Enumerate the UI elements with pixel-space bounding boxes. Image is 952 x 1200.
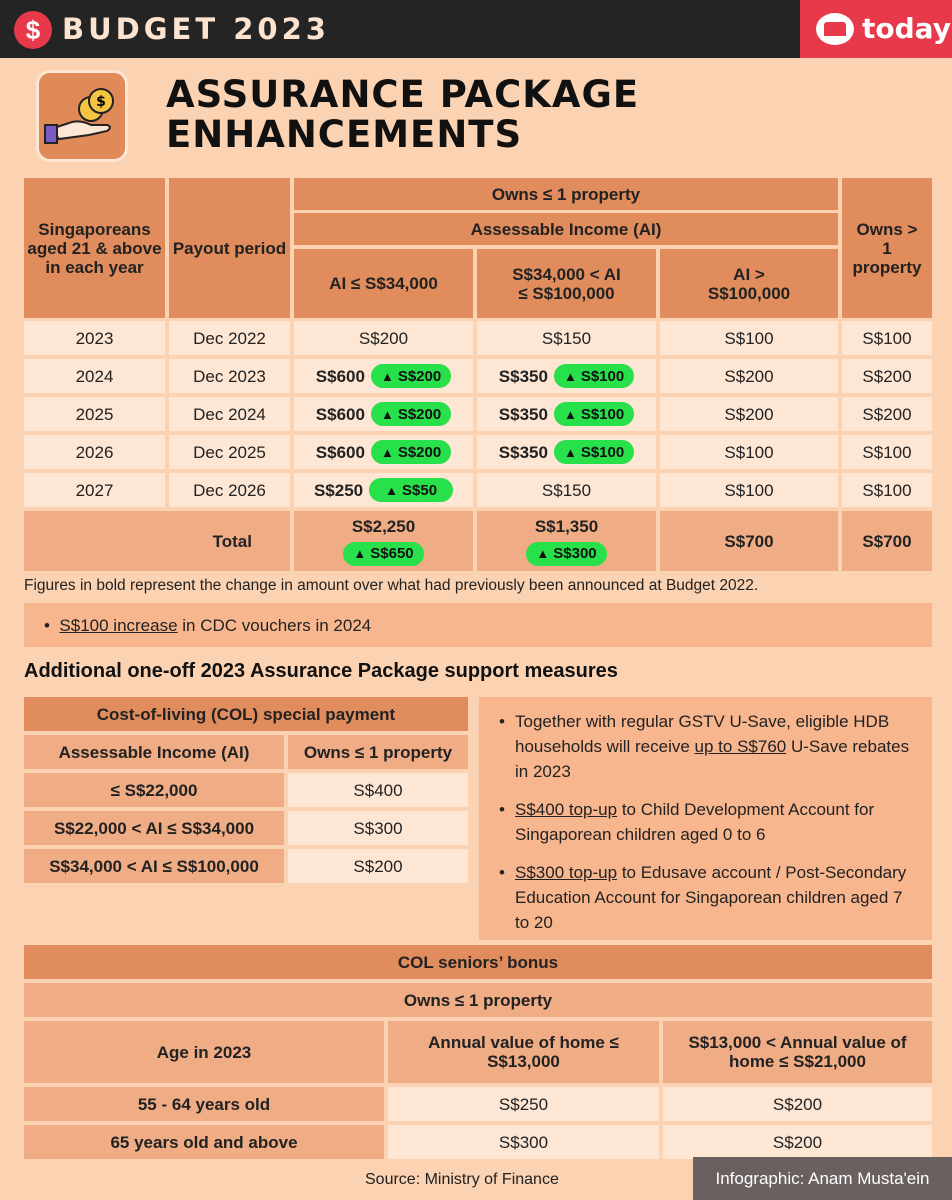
table-cell-ai-high: S$100 [660,473,838,507]
increase-amount: S$50 [402,481,438,499]
table-cell-period: Dec 2024 [169,397,290,431]
arrow-up-icon: ▲ [380,444,394,460]
seniors-row-v1: S$300 [388,1125,659,1159]
top-bar [0,0,952,58]
amount: S$350 [498,442,548,462]
amount: S$600 [315,442,365,462]
table-cell-owns-gt1: S$200 [842,397,932,431]
arrow-up-icon: ▲ [385,482,398,498]
increase-amount: S$100 [580,443,625,461]
increase-badge [554,440,634,464]
col-row-ai: S$22,000 < AI ≤ S$34,000 [24,811,284,845]
increase-amount: S$100 [580,367,625,385]
table-cell-period: Dec 2022 [169,321,290,355]
dollar-icon: $ [14,11,52,49]
arrow-up-icon: ▲ [353,546,367,561]
arrow-up-icon: ▲ [380,406,394,422]
total-amount: S$1,350 [534,516,599,536]
header-owns-gt1: Owns > 1 property [842,178,932,318]
amount: S$350 [498,366,548,386]
seniors-row-v2: S$200 [663,1087,932,1121]
seniors-col2-header: S$13,000 < Annual value of home ≤ S$21,000 [663,1021,932,1083]
header-ai-col2: S$34,000 < AI ≤ S$100,000 [477,249,656,318]
amount: S$200 [358,328,409,348]
bullet-underlined: S$400 top-up [515,800,618,819]
svg-text:$: $ [96,94,106,110]
increase-badge [369,478,453,502]
cdc-band [24,603,932,647]
bullet-post: to Edusave account / Post-Secondary Education Account for Singaporean children aged 7 to 20 [515,863,907,932]
increase-amount: S$200 [397,367,442,385]
total-owns-gt1: S$700 [842,511,932,571]
increase-amount: S$200 [397,443,442,461]
table-cell-ai-low [294,435,473,469]
table-cell-year: 2027 [24,473,165,507]
table-cell-ai-low [294,359,473,393]
bullet-item [493,860,918,935]
table-cell-period: Dec 2026 [169,473,290,507]
table-cell-ai-low [294,397,473,431]
table-cell-ai-high: S$200 [660,397,838,431]
col-table-title: Cost-of-living (COL) special payment [24,697,468,731]
arrow-up-icon: ▲ [536,546,550,561]
bullet-item [493,797,918,847]
coins-hand-icon [36,70,128,162]
seniors-row-age: 55 - 64 years old [24,1087,384,1121]
support-measures-panel [479,697,932,940]
table-cell-ai-high: S$100 [660,435,838,469]
arrow-up-icon: ▲ [380,368,394,384]
title-line-2: ENHANCEMENTS [166,113,523,156]
cdc-underlined: S$100 increase [59,616,178,635]
col-header-owns: Owns ≤ 1 property [288,735,468,769]
table-cell-ai-low [294,473,473,507]
table-cell-period: Dec 2025 [169,435,290,469]
col-row-ai: ≤ S$22,000 [24,773,284,807]
table-cell-ai-mid [477,359,656,393]
header-payout-period: Payout period [169,178,290,318]
seniors-row-age: 65 years old and above [24,1125,384,1159]
seniors-row-v1: S$250 [388,1087,659,1121]
table-cell-ai-mid [477,435,656,469]
table-cell-ai-high: S$200 [660,359,838,393]
table-cell-owns-gt1: S$100 [842,473,932,507]
budget-title: BUDGET 2023 [62,12,330,46]
bullet-underlined: S$300 top-up [515,863,618,882]
increase-amount: S$650 [370,545,414,562]
seniors-title: COL seniors’ bonus [24,945,932,979]
table-cell-year: 2026 [24,435,165,469]
table-cell-ai-low [294,321,473,355]
header-ai-col1: AI ≤ S$34,000 [294,249,473,318]
increase-amount: S$200 [397,405,442,423]
table-cell-ai-mid [477,473,656,507]
bullet-item [493,709,918,784]
bullet-post: to Child Development Account for Singaporean children aged 0 to 6 [515,800,875,844]
header-assessable-income: Assessable Income (AI) [294,213,838,245]
col-row-amount: S$200 [288,849,468,883]
increase-badge [371,440,451,464]
table-cell-year: 2024 [24,359,165,393]
amount: S$150 [541,480,592,500]
table-cell-owns-gt1: S$200 [842,359,932,393]
table-cell-owns-gt1: S$100 [842,435,932,469]
col-header-ai: Assessable Income (AI) [24,735,284,769]
seniors-age-header: Age in 2023 [24,1021,384,1083]
cdc-text: • S$100 increase in CDC vouchers in 2024 [44,616,372,635]
section-title: Additional one-off 2023 Assurance Package support measures [24,660,618,682]
increase-badge [554,402,634,426]
amount: S$250 [313,480,364,500]
increase-amount: S$300 [553,545,597,562]
total-ai-high: S$700 [660,511,838,571]
seniors-row-v2: S$200 [663,1125,932,1159]
cdc-rest: in CDC vouchers in 2024 [177,616,372,635]
table-cell-year: 2025 [24,397,165,431]
seniors-owns: Owns ≤ 1 property [24,983,932,1017]
amount: S$600 [315,404,365,424]
table-cell-owns-gt1: S$100 [842,321,932,355]
total-ai-mid [477,511,656,571]
increase-badge [371,364,451,388]
table-cell-period: Dec 2023 [169,359,290,393]
today-logo[interactable] [800,0,952,58]
col-row-amount: S$300 [288,811,468,845]
increase-badge [343,542,423,566]
col-row-amount: S$400 [288,773,468,807]
infographic-credit: Infographic: Anam Musta'ein [693,1157,952,1200]
title-line-1: ASSURANCE PACKAGE [166,73,640,116]
total-amount: S$2,250 [351,516,416,536]
amount: S$350 [498,404,548,424]
today-logo-icon [816,13,854,45]
amount: S$150 [541,328,592,348]
bullet-pre: Together with regular GSTV U-Save, eligible HDB households will receive [515,712,890,756]
header-owns-le1: Owns ≤ 1 property [294,178,838,210]
seniors-col1-header: Annual value of home ≤ S$13,000 [388,1021,659,1083]
source-text: Source: Ministry of Finance [365,1171,559,1188]
footnote: Figures in bold represent the change in amount over what had previously been announced at Budget 2022. [24,577,759,594]
bullet-post: U-Save rebates in 2023 [515,737,910,781]
total-ai-low [294,511,473,571]
increase-badge [526,542,606,566]
header-ai-col3: AI > S$100,000 [660,249,838,318]
page-title [166,75,639,155]
increase-badge [371,402,451,426]
table-cell-ai-mid [477,321,656,355]
col-row-ai: S$34,000 < AI ≤ S$100,000 [24,849,284,883]
bullet-underlined: up to S$760 [694,737,787,756]
increase-amount: S$100 [580,405,625,423]
arrow-up-icon: ▲ [563,444,577,460]
arrow-up-icon: ▲ [563,368,577,384]
total-label: Total [24,511,290,571]
increase-badge [554,364,634,388]
table-cell-ai-high: S$100 [660,321,838,355]
table-cell-year: 2023 [24,321,165,355]
amount: S$600 [315,366,365,386]
arrow-up-icon: ▲ [563,406,577,422]
table-cell-ai-mid [477,397,656,431]
today-logo-text: today [862,12,951,45]
header-singaporeans: Singaporeans aged 21 & above in each year [24,178,165,318]
